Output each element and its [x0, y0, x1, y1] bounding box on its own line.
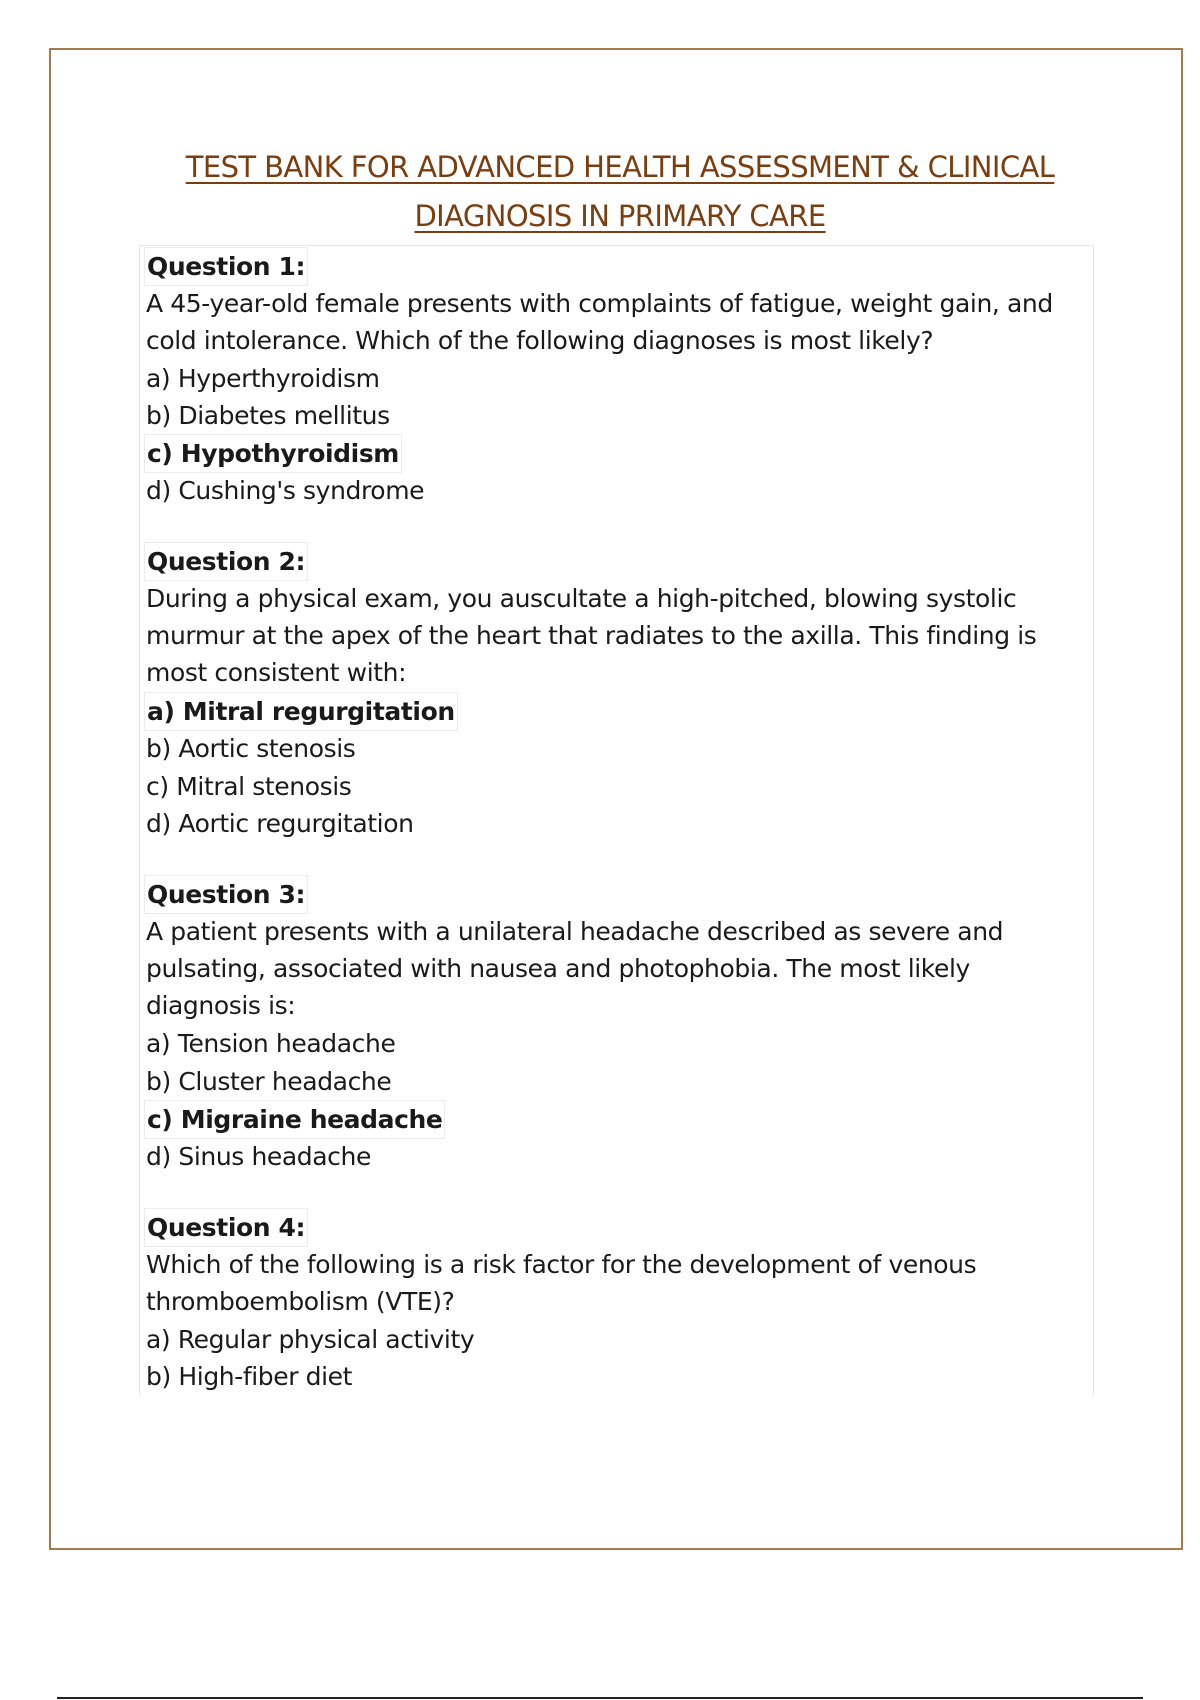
answer-option: b) High-fiber diet — [146, 1362, 353, 1391]
question-text-line: murmur at the apex of the heart that radiates to the axilla. This finding is — [146, 621, 1037, 650]
answer-option-correct: c) Hypothyroidism — [144, 434, 402, 473]
question-text-line: A 45-year-old female presents with complaints of fatigue, weight gain, and — [146, 289, 1053, 318]
question-text-line: A patient presents with a unilateral headache described as severe and — [146, 917, 1004, 946]
answer-option: b) Aortic stenosis — [146, 734, 356, 763]
document-title-line-1: TEST BANK FOR ADVANCED HEALTH ASSESSMENT & CLINICAL — [185, 150, 1055, 184]
question-text-line: most consistent with: — [146, 658, 407, 687]
question-label: Question 3: — [144, 875, 308, 914]
document-title-line-2: DIAGNOSIS IN PRIMARY CARE — [414, 199, 826, 233]
question-text-line: pulsating, associated with nausea and photophobia. The most likely — [146, 954, 970, 983]
answer-option: d) Cushing's syndrome — [146, 476, 425, 505]
question-label: Question 2: — [144, 542, 308, 581]
answer-option: d) Sinus headache — [146, 1142, 371, 1171]
question-label: Question 1: — [144, 247, 308, 286]
question-text-line: thromboembolism (VTE)? — [146, 1287, 455, 1316]
answer-option-correct: c) Migraine headache — [144, 1100, 445, 1139]
answer-option-correct: a) Mitral regurgitation — [144, 692, 458, 731]
question-text-line: During a physical exam, you auscultate a high-pitched, blowing systolic — [146, 584, 1017, 613]
answer-option: b) Cluster headache — [146, 1067, 392, 1096]
answer-option: c) Mitral stenosis — [146, 772, 352, 801]
question-text-line: diagnosis is: — [146, 991, 296, 1020]
question-text-line: cold intolerance. Which of the following diagnoses is most likely? — [146, 326, 934, 355]
question-text-line: Which of the following is a risk factor for the development of venous — [146, 1250, 977, 1279]
question-label: Question 4: — [144, 1208, 308, 1247]
answer-option: a) Tension headache — [146, 1029, 396, 1058]
answer-option: b) Diabetes mellitus — [146, 401, 390, 430]
answer-option: a) Hyperthyroidism — [146, 364, 380, 393]
footer-divider — [57, 1697, 1143, 1699]
answer-option: a) Regular physical activity — [146, 1325, 475, 1354]
answer-option: d) Aortic regurgitation — [146, 809, 414, 838]
